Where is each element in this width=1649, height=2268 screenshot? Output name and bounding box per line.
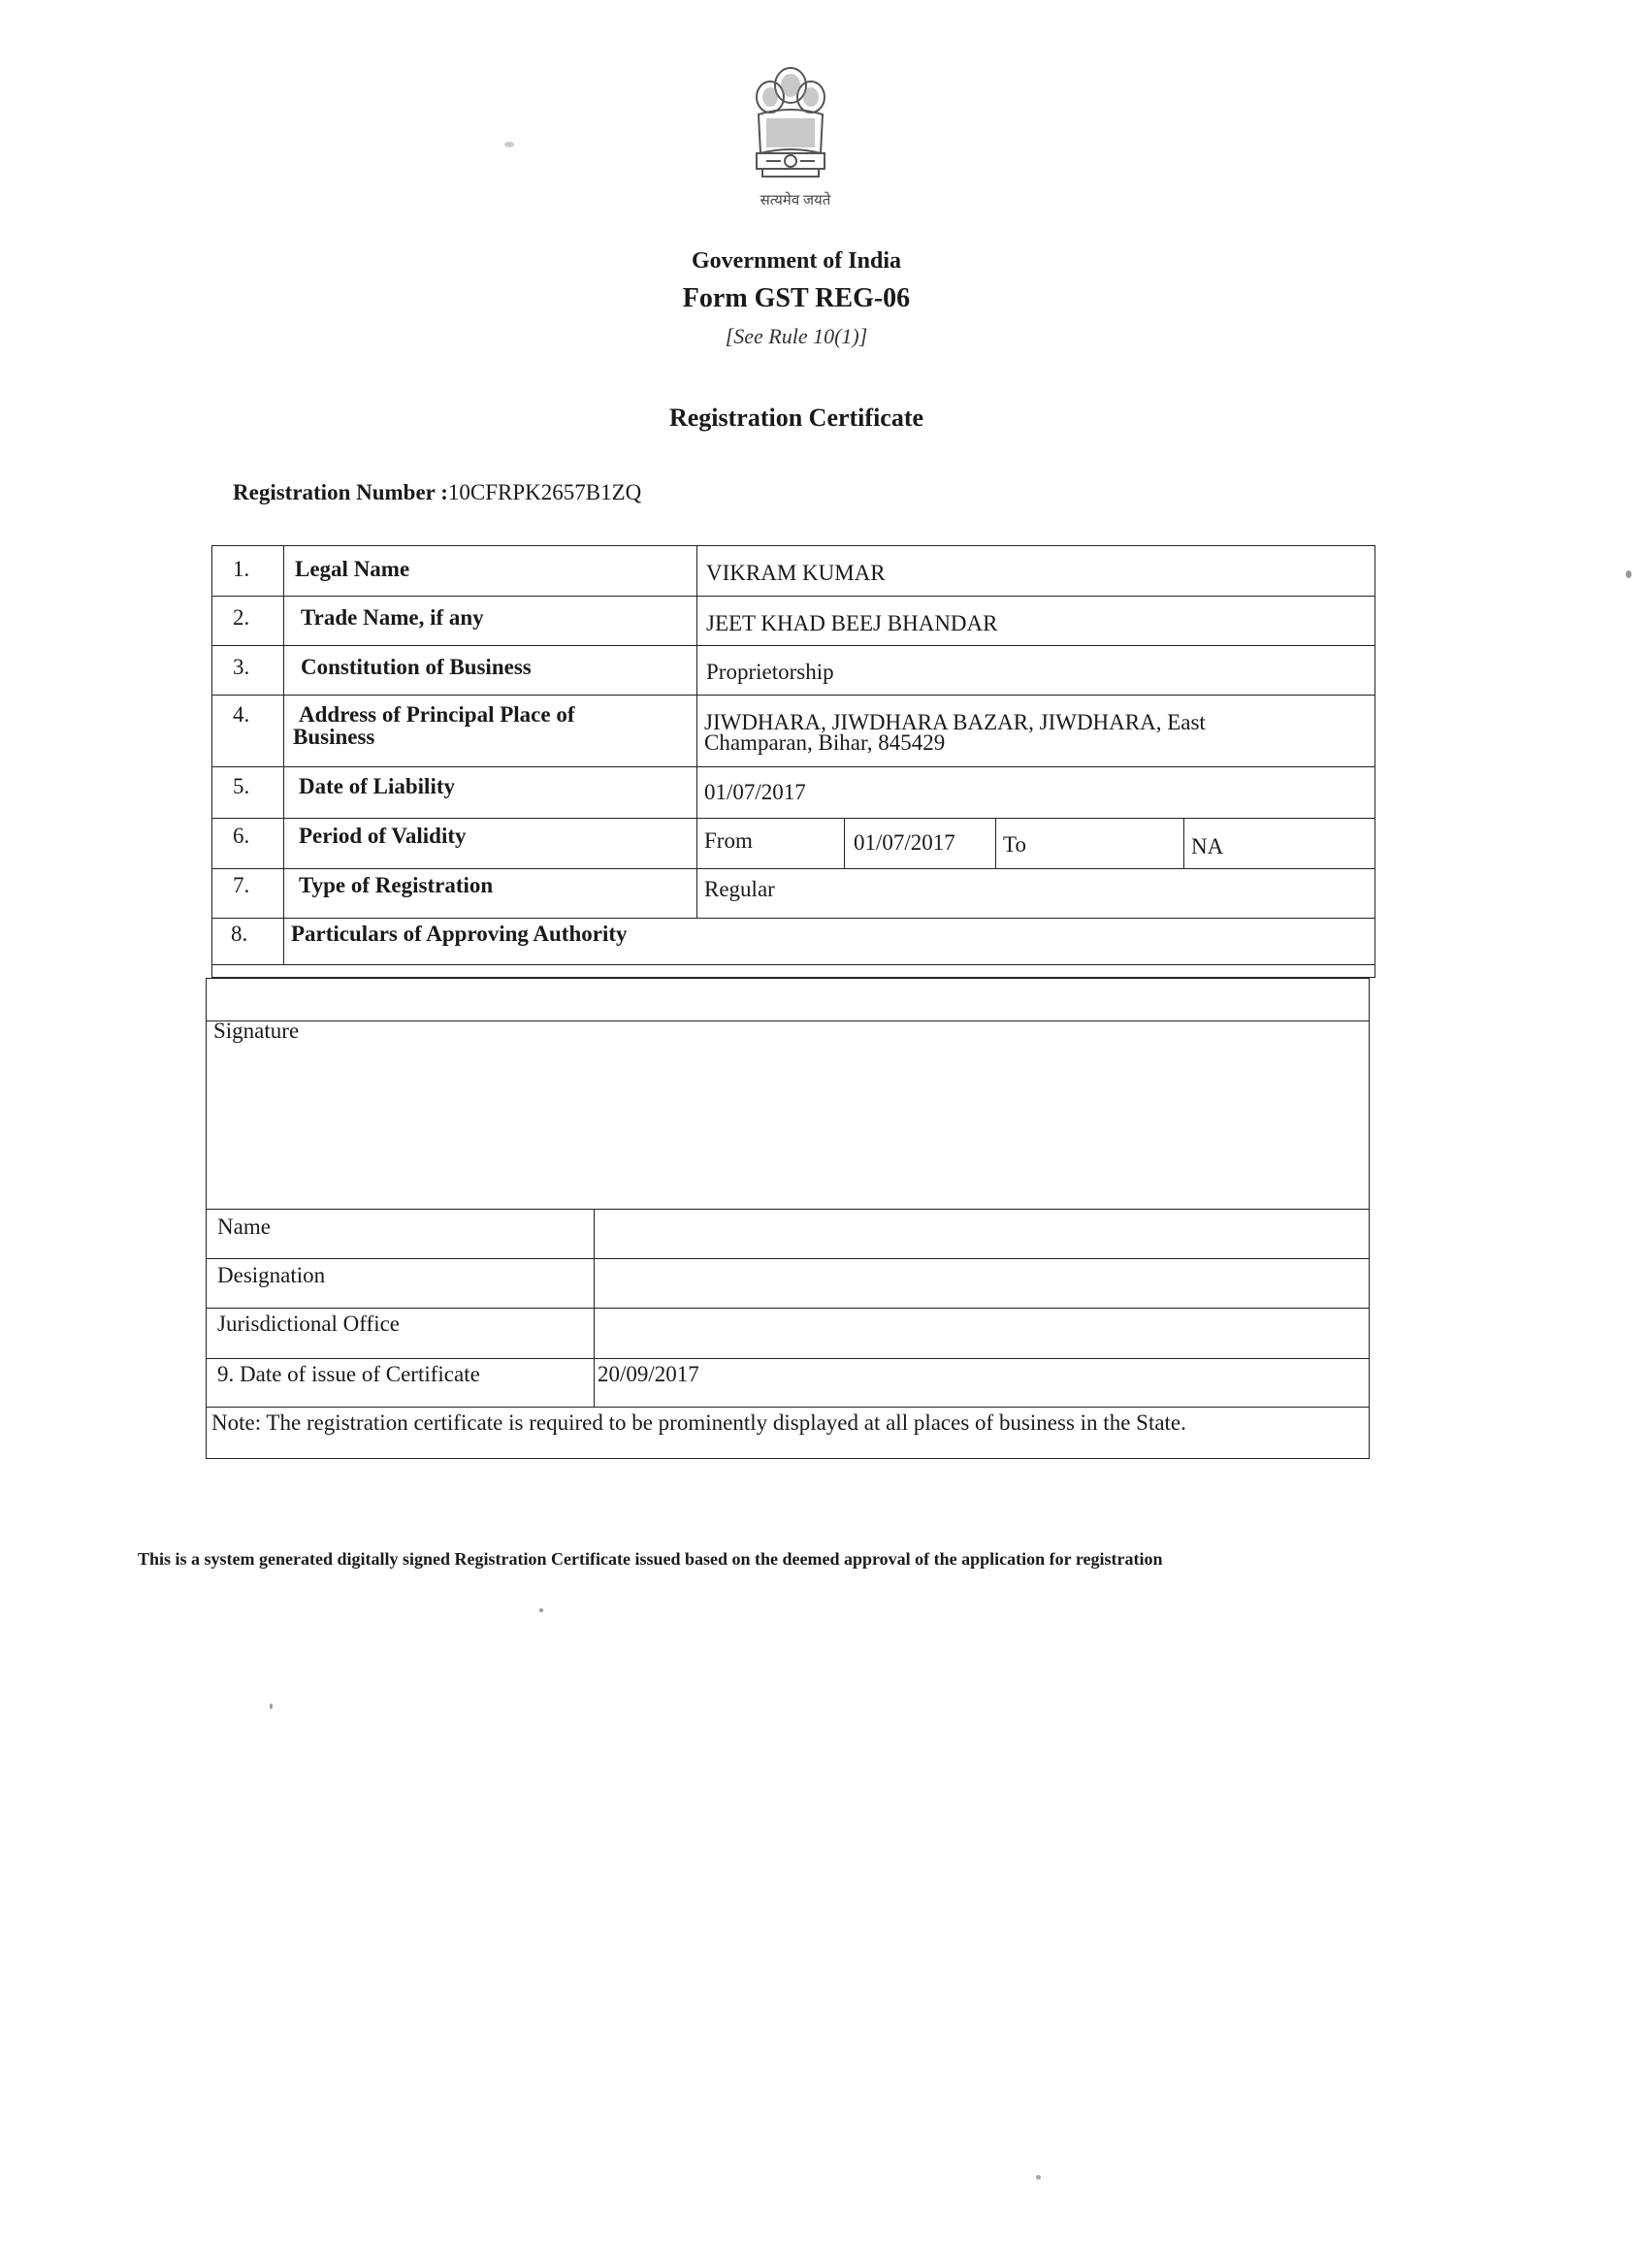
liability-date-label: Date of Liability xyxy=(299,774,455,798)
certificate-title: Registration Certificate xyxy=(668,404,924,432)
row-number: 3. xyxy=(233,655,250,679)
row-divider xyxy=(211,918,1375,919)
validity-label: Period of Validity xyxy=(299,824,467,848)
signature-label: Signature xyxy=(213,1019,300,1043)
address-label-line2: Business xyxy=(293,725,375,749)
legal-name-label: Legal Name xyxy=(295,557,410,581)
row-divider xyxy=(206,1358,1370,1359)
issue-date-label: 9. Date of issue of Certificate xyxy=(217,1362,480,1386)
row-number: 4. xyxy=(233,702,250,727)
validity-from-label: From xyxy=(704,828,753,853)
approver-name-label: Name xyxy=(217,1215,271,1239)
row-number: 7. xyxy=(233,873,250,897)
row-divider xyxy=(211,596,1375,597)
issuer-heading: Government of India xyxy=(692,248,901,274)
address-value-line1: JIWDHARA, JIWDHARA BAZAR, JIWDHARA, East xyxy=(704,710,1206,734)
approving-authority-label: Particulars of Approving Authority xyxy=(291,922,628,946)
row-divider xyxy=(206,1258,1370,1259)
state-emblem-icon xyxy=(737,56,844,211)
jurisdictional-office-label: Jurisdictional Office xyxy=(217,1312,400,1336)
row-divider xyxy=(211,766,1375,767)
row-divider xyxy=(211,868,1375,869)
trade-name-label: Trade Name, if any xyxy=(301,605,484,630)
system-generated-notice: This is a system generated digitally signed Registration Certificate issued based on the deemed approval of the application for registration xyxy=(138,1549,1163,1569)
row-number: 1. xyxy=(233,557,250,581)
legal-name-value: VIKRAM KUMAR xyxy=(706,561,886,585)
constitution-value: Proprietorship xyxy=(706,660,834,684)
col-divider-authority xyxy=(594,1209,595,1407)
scan-speck xyxy=(1036,2175,1041,2180)
col-divider-na xyxy=(1183,818,1184,868)
scan-speck xyxy=(539,1608,543,1612)
row-divider xyxy=(211,645,1375,646)
row-number: 6. xyxy=(233,824,250,848)
rule-reference: [See Rule 10(1)] xyxy=(725,324,868,348)
trade-name-value: JEET KHAD BEEJ BHANDAR xyxy=(706,611,998,635)
registration-type-value: Regular xyxy=(704,877,775,901)
col-divider-number xyxy=(283,545,284,964)
col-divider-to xyxy=(995,818,996,868)
issue-date-value: 20/09/2017 xyxy=(598,1362,699,1386)
row-number: 2. xyxy=(233,605,250,630)
row-divider xyxy=(206,1407,1370,1408)
display-note: Note: The registration certificate is required to be prominently displayed at all places of business in the State. xyxy=(211,1410,1186,1435)
registration-number-value: 10CFRPK2657B1ZQ xyxy=(447,480,642,504)
col-divider-value xyxy=(696,545,697,918)
emblem-motto: सत्यमेव जयते xyxy=(760,193,831,209)
scan-speck xyxy=(504,142,514,147)
col-divider-from xyxy=(844,818,845,868)
scan-speck xyxy=(270,1703,273,1709)
row-divider xyxy=(211,964,1375,965)
row-divider xyxy=(211,695,1375,696)
address-label-line1: Address of Principal Place of xyxy=(299,702,575,727)
row-number: 5. xyxy=(233,774,250,798)
validity-to-label: To xyxy=(1003,832,1026,857)
row-number: 8. xyxy=(231,922,248,946)
registration-type-label: Type of Registration xyxy=(299,873,494,897)
address-value-line2: Champaran, Bihar, 845429 xyxy=(704,730,946,755)
registration-number-label: Registration Number : xyxy=(233,480,448,504)
designation-label: Designation xyxy=(217,1263,326,1287)
row-divider xyxy=(206,1209,1370,1210)
registration-number xyxy=(233,480,641,505)
validity-to-value: NA xyxy=(1191,834,1224,859)
row-divider xyxy=(211,818,1375,819)
constitution-label: Constitution of Business xyxy=(301,655,532,679)
form-heading: Form GST REG-06 xyxy=(682,283,911,313)
row-divider xyxy=(206,1308,1370,1309)
validity-from-value: 01/07/2017 xyxy=(854,830,955,855)
scan-speck xyxy=(1626,570,1632,578)
liability-date-value: 01/07/2017 xyxy=(704,780,806,804)
